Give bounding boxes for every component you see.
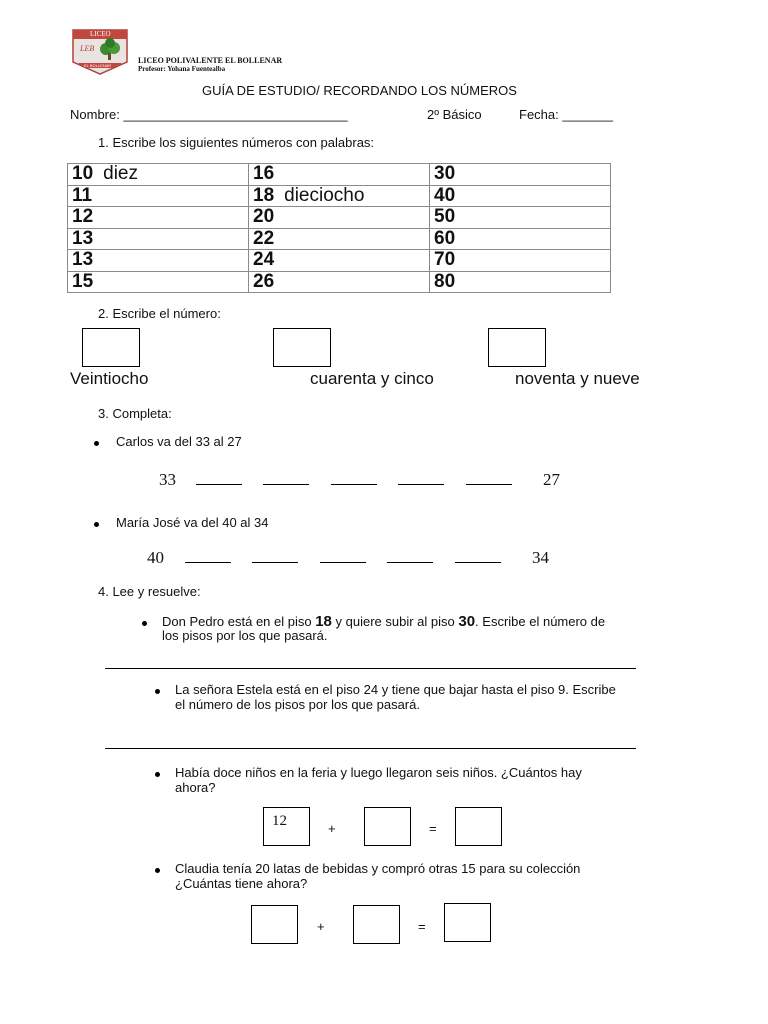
number-value: 30 [434, 163, 456, 185]
seq2-blank-1[interactable] [185, 562, 231, 563]
number-cell[interactable] [249, 185, 430, 207]
logo-mid-text: LEB [80, 44, 95, 53]
number-value: 13 [72, 249, 94, 271]
answer-line-2[interactable] [105, 748, 636, 749]
floor-18: 18 [315, 613, 332, 630]
seq1-blank-5[interactable] [466, 484, 512, 485]
number-value: 10 [72, 163, 94, 185]
seq1-start: 33 [159, 470, 176, 489]
number-cell[interactable] [249, 207, 430, 229]
bullet-icon [155, 772, 160, 777]
sum2-box-2[interactable] [353, 905, 400, 944]
number-value: 22 [253, 227, 275, 249]
number-value: 11 [72, 184, 93, 206]
sum-box-2[interactable] [364, 807, 411, 846]
logo-top-text: LICEO [90, 30, 111, 38]
page-title: GUÍA DE ESTUDIO/ RECORDANDO LOS NÚMEROS [202, 83, 517, 98]
bullet-icon [94, 441, 99, 446]
number-value: 70 [434, 249, 456, 271]
answer-line-1[interactable] [105, 668, 636, 669]
logo-bottom-text: EL BOLLENAR [84, 63, 112, 68]
table-row [68, 164, 611, 186]
q1-prompt: 1. Escribe los siguientes números con palabras: [98, 135, 375, 150]
plus-sign: + [317, 919, 325, 934]
q4-prompt: 4. Lee y resuelve: [98, 584, 201, 599]
seq2-start: 40 [147, 548, 164, 567]
number-word: diez [103, 163, 138, 185]
number-cell[interactable] [68, 164, 249, 186]
seq2-blank-5[interactable] [455, 562, 501, 563]
seq1-blank-3[interactable] [331, 484, 377, 485]
answer-box-1[interactable] [82, 328, 140, 367]
number-cell[interactable] [430, 164, 611, 186]
numbers-table [67, 163, 611, 293]
number-value: 15 [72, 270, 94, 292]
grade-label: 2º Básico [427, 107, 482, 122]
number-value: 26 [253, 270, 275, 292]
number-cell[interactable] [249, 164, 430, 186]
number-cell[interactable] [249, 271, 430, 293]
sum2-box-1[interactable] [251, 905, 298, 944]
table-row [68, 271, 611, 293]
problem-1-text-c: y quiere subir al piso [331, 614, 459, 629]
sum-box-1-value: 12 [272, 813, 287, 829]
seq2-blank-4[interactable] [387, 562, 433, 563]
seq1-end: 27 [543, 470, 560, 489]
number-value: 13 [72, 227, 94, 249]
bullet-icon [142, 621, 147, 626]
problem-3-line-1: Había doce niños en la feria y luego llegaron seis niños. ¿Cuántos hay [175, 765, 582, 780]
number-value: 40 [434, 184, 456, 206]
number-value: 18 [253, 184, 275, 206]
problem-1-text-e: . Escribe el número de [475, 614, 606, 629]
q3-item-2: María José va del 40 al 34 [116, 515, 269, 530]
seq2-blank-3[interactable] [320, 562, 366, 563]
seq1-blank-1[interactable] [196, 484, 242, 485]
word-noventa-y-nueve: noventa y nueve [515, 369, 640, 388]
seq1-blank-4[interactable] [398, 484, 444, 485]
table-row [68, 185, 611, 207]
table-row [68, 250, 611, 272]
problem-1-text-a: Don Pedro está en el piso [162, 614, 316, 629]
number-cell[interactable] [68, 228, 249, 250]
number-cell[interactable] [430, 250, 611, 272]
number-value: 80 [434, 270, 456, 292]
sum-box-1[interactable] [263, 807, 310, 846]
floor-30: 30 [458, 613, 476, 630]
name-field[interactable]: Nombre: _______________________________ [70, 107, 348, 122]
q3-prompt: 3. Completa: [98, 406, 172, 421]
bullet-icon [94, 522, 99, 527]
seq1-blank-2[interactable] [263, 484, 309, 485]
number-value: 12 [72, 206, 94, 228]
table-row [68, 228, 611, 250]
number-cell[interactable] [68, 250, 249, 272]
problem-2-line-1: La señora Estela está en el piso 24 y tiene que bajar hasta el piso 9. Escribe [175, 682, 616, 697]
number-value: 50 [434, 206, 456, 228]
bullet-icon [155, 689, 160, 694]
problem-3-line-2: ahora? [175, 780, 216, 795]
teacher-name: Profesor: Yohana Fuentealba [138, 65, 226, 73]
answer-box-3[interactable] [488, 328, 546, 367]
number-cell[interactable] [430, 207, 611, 229]
seq2-end: 34 [532, 548, 549, 567]
number-cell[interactable] [430, 228, 611, 250]
number-value: 60 [434, 227, 456, 249]
sum-box-3[interactable] [455, 807, 502, 846]
q2-prompt: 2. Escribe el número: [98, 306, 221, 321]
number-value: 24 [253, 249, 275, 271]
number-cell[interactable] [430, 185, 611, 207]
number-cell[interactable] [68, 185, 249, 207]
number-cell[interactable] [249, 250, 430, 272]
sum2-box-3[interactable] [444, 903, 491, 942]
number-value: 16 [253, 163, 275, 185]
bullet-icon [155, 868, 160, 873]
q3-item-1: Carlos va del 33 al 27 [116, 434, 242, 449]
number-cell[interactable] [68, 207, 249, 229]
word-cuarenta-y-cinco: cuarenta y cinco [310, 369, 434, 388]
answer-box-2[interactable] [273, 328, 331, 367]
word-veintiocho: Veintiocho [70, 369, 149, 388]
problem-1-line-2: los pisos por los que pasará. [162, 628, 328, 643]
date-field[interactable]: Fecha: _______ [519, 107, 613, 122]
table-row [68, 207, 611, 229]
school-name: LICEO POLIVALENTE EL BOLLENAR [138, 56, 283, 65]
problem-4-line-1: Claudia tenía 20 latas de bebidas y compró otras 15 para su colección [175, 861, 581, 876]
number-cell[interactable] [249, 228, 430, 250]
equals-sign: = [418, 919, 426, 934]
number-word: dieciocho [284, 184, 365, 206]
seq2-blank-2[interactable] [252, 562, 298, 563]
plus-sign: + [328, 821, 336, 836]
number-cell[interactable] [430, 271, 611, 293]
school-logo [72, 29, 128, 75]
number-cell[interactable] [68, 271, 249, 293]
number-value: 20 [253, 206, 275, 228]
problem-4-line-2: ¿Cuántas tiene ahora? [175, 876, 308, 891]
equals-sign: = [429, 821, 437, 836]
problem-2-line-2: el número de los pisos por los que pasará. [175, 697, 420, 712]
